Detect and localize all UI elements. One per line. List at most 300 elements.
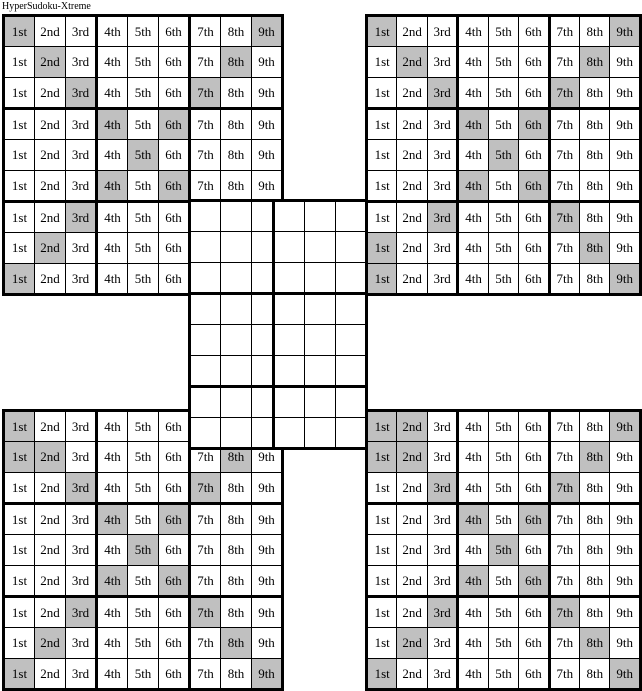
grid-cell[interactable]: 6th: [159, 264, 190, 295]
grid-cell[interactable]: 9th: [252, 16, 283, 47]
grid-cell[interactable]: 1st: [367, 140, 397, 171]
grid-cell[interactable]: 3rd: [427, 504, 457, 535]
grid-cell[interactable]: 1st: [4, 202, 35, 233]
grid-cell[interactable]: 2nd: [35, 264, 66, 295]
grid-cell[interactable]: 1st: [367, 411, 397, 442]
grid-cell[interactable]: 3rd: [66, 504, 97, 535]
grid-cell[interactable]: 9th: [252, 140, 283, 171]
grid-cell[interactable]: 2nd: [35, 597, 66, 628]
grid-cell[interactable]: 3rd: [427, 628, 457, 659]
grid-cell[interactable]: 2nd: [397, 473, 428, 504]
grid-cell-empty[interactable]: [274, 263, 305, 294]
grid-cell[interactable]: 1st: [367, 233, 397, 264]
grid-cell[interactable]: 3rd: [427, 442, 457, 473]
grid-cell[interactable]: 3rd: [66, 233, 97, 264]
grid-cell[interactable]: 4th: [458, 202, 488, 233]
grid-cell[interactable]: 6th: [519, 442, 549, 473]
grid-cell[interactable]: 5th: [128, 473, 159, 504]
grid-cell[interactable]: 6th: [159, 16, 190, 47]
grid-cell[interactable]: 9th: [252, 504, 283, 535]
grid-cell-empty[interactable]: [221, 232, 252, 263]
grid-cell[interactable]: 7th: [190, 535, 221, 566]
grid-cell[interactable]: 6th: [519, 140, 549, 171]
grid-cell[interactable]: 7th: [549, 16, 579, 47]
grid-cell[interactable]: 5th: [128, 597, 159, 628]
grid-cell[interactable]: 2nd: [397, 16, 428, 47]
grid-cell[interactable]: 9th: [610, 411, 641, 442]
grid-cell[interactable]: 4th: [458, 78, 488, 109]
grid-cell-empty[interactable]: [305, 387, 336, 418]
grid-cell[interactable]: 4th: [458, 442, 488, 473]
grid-cell[interactable]: 8th: [580, 16, 610, 47]
grid-cell[interactable]: 2nd: [397, 264, 428, 295]
grid-cell[interactable]: 2nd: [397, 233, 428, 264]
grid-cell[interactable]: 3rd: [427, 566, 457, 597]
grid-cell[interactable]: 2nd: [35, 442, 66, 473]
grid-cell[interactable]: 9th: [610, 233, 641, 264]
grid-cell[interactable]: 1st: [4, 264, 35, 295]
grid-cell[interactable]: 4th: [97, 264, 128, 295]
grid-cell[interactable]: 7th: [549, 628, 579, 659]
grid-cell[interactable]: 2nd: [35, 628, 66, 659]
grid-cell-empty[interactable]: [305, 263, 336, 294]
grid-cell[interactable]: 3rd: [427, 411, 457, 442]
grid-cell[interactable]: 3rd: [427, 473, 457, 504]
grid-cell[interactable]: 5th: [488, 597, 518, 628]
grid-cell[interactable]: 9th: [252, 659, 283, 690]
grid-cell[interactable]: 2nd: [35, 171, 66, 202]
grid-cell[interactable]: 3rd: [66, 535, 97, 566]
grid-cell[interactable]: 9th: [610, 78, 641, 109]
grid-cell[interactable]: 1st: [367, 264, 397, 295]
grid-cell[interactable]: 1st: [4, 504, 35, 535]
grid-cell[interactable]: 1st: [4, 233, 35, 264]
grid-cell[interactable]: 3rd: [66, 78, 97, 109]
grid-cell[interactable]: 3rd: [427, 16, 457, 47]
grid-cell[interactable]: 8th: [580, 264, 610, 295]
grid-cell-empty[interactable]: [274, 201, 305, 232]
grid-cell[interactable]: 6th: [159, 109, 190, 140]
grid-cell[interactable]: 8th: [580, 442, 610, 473]
grid-cell[interactable]: 3rd: [427, 233, 457, 264]
grid-cell-empty[interactable]: [190, 356, 221, 387]
grid-cell[interactable]: 5th: [128, 16, 159, 47]
grid-cell[interactable]: 2nd: [35, 233, 66, 264]
grid-cell[interactable]: 8th: [221, 597, 252, 628]
grid-cell[interactable]: 5th: [128, 442, 159, 473]
grid-cell[interactable]: 5th: [128, 78, 159, 109]
grid-cell[interactable]: 1st: [367, 535, 397, 566]
grid-cell[interactable]: 3rd: [66, 597, 97, 628]
grid-cell[interactable]: 7th: [190, 171, 221, 202]
grid-cell[interactable]: 6th: [159, 411, 190, 442]
grid-cell[interactable]: 9th: [252, 78, 283, 109]
grid-cell[interactable]: 9th: [252, 597, 283, 628]
grid-cell[interactable]: 3rd: [66, 171, 97, 202]
grid-cell[interactable]: 8th: [221, 16, 252, 47]
grid-cell[interactable]: 6th: [159, 504, 190, 535]
grid-cell[interactable]: 7th: [549, 264, 579, 295]
grid-cell[interactable]: 7th: [190, 47, 221, 78]
grid-cell[interactable]: 2nd: [35, 109, 66, 140]
grid-cell[interactable]: 3rd: [427, 535, 457, 566]
grid-cell[interactable]: 5th: [128, 535, 159, 566]
grid-cell[interactable]: 5th: [128, 140, 159, 171]
grid-cell-empty[interactable]: [190, 294, 221, 325]
grid-cell[interactable]: 1st: [367, 628, 397, 659]
grid-cell[interactable]: 6th: [519, 109, 549, 140]
grid-cell[interactable]: 7th: [190, 597, 221, 628]
grid-cell[interactable]: 5th: [128, 109, 159, 140]
grid-cell-empty[interactable]: [190, 418, 221, 449]
grid-cell[interactable]: 5th: [488, 535, 518, 566]
grid-cell[interactable]: 6th: [159, 47, 190, 78]
grid-cell[interactable]: 4th: [458, 597, 488, 628]
grid-cell[interactable]: 4th: [97, 109, 128, 140]
grid-cell[interactable]: 5th: [128, 233, 159, 264]
grid-cell[interactable]: 1st: [367, 566, 397, 597]
grid-cell-empty[interactable]: [221, 387, 252, 418]
grid-cell[interactable]: 8th: [580, 78, 610, 109]
grid-cell[interactable]: 7th: [190, 473, 221, 504]
grid-cell[interactable]: 2nd: [397, 109, 428, 140]
grid-cell[interactable]: 2nd: [397, 535, 428, 566]
grid-cell[interactable]: 2nd: [35, 411, 66, 442]
grid-cell-empty[interactable]: [221, 294, 252, 325]
grid-cell[interactable]: 4th: [458, 504, 488, 535]
grid-cell[interactable]: 2nd: [35, 140, 66, 171]
grid-cell[interactable]: 2nd: [35, 566, 66, 597]
grid-cell-empty[interactable]: [190, 263, 221, 294]
grid-cell[interactable]: 8th: [580, 47, 610, 78]
grid-cell-empty[interactable]: [336, 418, 367, 449]
grid-cell[interactable]: 2nd: [35, 504, 66, 535]
grid-cell[interactable]: 6th: [159, 566, 190, 597]
grid-cell[interactable]: 8th: [580, 233, 610, 264]
grid-cell[interactable]: 9th: [610, 504, 641, 535]
grid-cell[interactable]: 7th: [549, 78, 579, 109]
grid-cell[interactable]: 2nd: [397, 628, 428, 659]
grid-cell[interactable]: 9th: [610, 535, 641, 566]
grid-cell[interactable]: 9th: [610, 473, 641, 504]
grid-cell[interactable]: 7th: [549, 109, 579, 140]
grid-cell[interactable]: 3rd: [66, 140, 97, 171]
grid-cell[interactable]: 9th: [252, 473, 283, 504]
grid-cell[interactable]: 2nd: [397, 504, 428, 535]
grid-cell[interactable]: 6th: [519, 659, 549, 690]
grid-cell[interactable]: 9th: [610, 202, 641, 233]
grid-cell[interactable]: 1st: [367, 442, 397, 473]
grid-cell[interactable]: 6th: [519, 264, 549, 295]
grid-cell[interactable]: 8th: [221, 78, 252, 109]
grid-cell-empty[interactable]: [274, 356, 305, 387]
grid-cell[interactable]: 7th: [549, 202, 579, 233]
grid-cell[interactable]: 8th: [580, 535, 610, 566]
grid-cell-empty[interactable]: [336, 263, 367, 294]
grid-cell[interactable]: 5th: [488, 47, 518, 78]
grid-cell[interactable]: 4th: [97, 442, 128, 473]
grid-cell[interactable]: 5th: [128, 628, 159, 659]
grid-cell[interactable]: 5th: [128, 659, 159, 690]
grid-cell[interactable]: 6th: [159, 442, 190, 473]
grid-cell-empty[interactable]: [190, 232, 221, 263]
grid-cell[interactable]: 8th: [580, 628, 610, 659]
grid-cell[interactable]: 8th: [221, 566, 252, 597]
grid-cell[interactable]: 6th: [159, 202, 190, 233]
grid-cell[interactable]: 2nd: [397, 411, 428, 442]
grid-cell-empty[interactable]: [221, 418, 252, 449]
grid-cell[interactable]: 9th: [252, 628, 283, 659]
grid-cell[interactable]: 4th: [97, 78, 128, 109]
grid-cell[interactable]: 7th: [190, 78, 221, 109]
grid-cell[interactable]: 7th: [190, 628, 221, 659]
grid-cell[interactable]: 3rd: [66, 566, 97, 597]
grid-cell[interactable]: 6th: [159, 597, 190, 628]
grid-cell[interactable]: 6th: [519, 597, 549, 628]
grid-cell[interactable]: 7th: [190, 109, 221, 140]
grid-cell[interactable]: 9th: [252, 109, 283, 140]
grid-cell[interactable]: 8th: [580, 171, 610, 202]
grid-cell[interactable]: 3rd: [427, 140, 457, 171]
grid-cell[interactable]: 7th: [549, 473, 579, 504]
grid-cell[interactable]: 5th: [488, 659, 518, 690]
grid-cell[interactable]: 3rd: [427, 171, 457, 202]
grid-cell[interactable]: 1st: [367, 597, 397, 628]
grid-cell[interactable]: 5th: [488, 566, 518, 597]
grid-cell[interactable]: 6th: [519, 411, 549, 442]
grid-cell[interactable]: 9th: [610, 109, 641, 140]
grid-cell[interactable]: 7th: [549, 597, 579, 628]
grid-cell-empty[interactable]: [305, 356, 336, 387]
grid-cell[interactable]: 3rd: [427, 78, 457, 109]
grid-cell[interactable]: 6th: [519, 504, 549, 535]
grid-cell[interactable]: 5th: [488, 442, 518, 473]
grid-cell[interactable]: 7th: [549, 442, 579, 473]
grid-cell[interactable]: 5th: [488, 140, 518, 171]
grid-cell[interactable]: 4th: [458, 47, 488, 78]
grid-cell[interactable]: 4th: [97, 473, 128, 504]
grid-cell[interactable]: 1st: [4, 78, 35, 109]
grid-cell[interactable]: 6th: [519, 628, 549, 659]
grid-cell[interactable]: 7th: [549, 659, 579, 690]
grid-cell[interactable]: 6th: [159, 659, 190, 690]
grid-cell[interactable]: 4th: [97, 597, 128, 628]
grid-cell[interactable]: 5th: [488, 171, 518, 202]
grid-cell[interactable]: 7th: [549, 535, 579, 566]
grid-cell[interactable]: 7th: [190, 566, 221, 597]
grid-cell-empty[interactable]: [336, 201, 367, 232]
grid-cell[interactable]: 1st: [4, 628, 35, 659]
grid-cell[interactable]: 7th: [190, 659, 221, 690]
grid-cell[interactable]: 3rd: [66, 16, 97, 47]
grid-cell-empty[interactable]: [274, 294, 305, 325]
grid-cell[interactable]: 8th: [580, 411, 610, 442]
grid-cell[interactable]: 6th: [159, 473, 190, 504]
grid-cell-empty[interactable]: [190, 325, 221, 356]
grid-cell[interactable]: 5th: [488, 264, 518, 295]
grid-cell[interactable]: 8th: [221, 442, 252, 473]
grid-cell[interactable]: 3rd: [427, 264, 457, 295]
grid-cell[interactable]: 3rd: [66, 628, 97, 659]
grid-cell[interactable]: 8th: [580, 566, 610, 597]
grid-cell[interactable]: 9th: [252, 566, 283, 597]
grid-cell[interactable]: 8th: [221, 47, 252, 78]
grid-cell[interactable]: 9th: [610, 659, 641, 690]
grid-cell[interactable]: 3rd: [66, 411, 97, 442]
grid-cell[interactable]: 1st: [4, 171, 35, 202]
grid-cell[interactable]: 5th: [488, 411, 518, 442]
grid-cell[interactable]: 8th: [580, 202, 610, 233]
grid-cell[interactable]: 5th: [128, 47, 159, 78]
grid-cell-empty[interactable]: [190, 387, 221, 418]
grid-cell[interactable]: 2nd: [397, 597, 428, 628]
grid-cell[interactable]: 9th: [252, 171, 283, 202]
grid-cell-empty[interactable]: [305, 294, 336, 325]
grid-cell-empty[interactable]: [305, 325, 336, 356]
grid-cell[interactable]: 3rd: [427, 659, 457, 690]
grid-cell[interactable]: 2nd: [35, 78, 66, 109]
grid-cell[interactable]: 6th: [519, 473, 549, 504]
grid-cell[interactable]: 7th: [549, 140, 579, 171]
grid-cell[interactable]: 1st: [4, 16, 35, 47]
grid-cell[interactable]: 5th: [128, 264, 159, 295]
grid-cell[interactable]: 1st: [4, 473, 35, 504]
grid-cell[interactable]: 1st: [4, 442, 35, 473]
grid-cell-empty[interactable]: [221, 263, 252, 294]
grid-cell[interactable]: 4th: [97, 628, 128, 659]
grid-cell[interactable]: 1st: [367, 47, 397, 78]
grid-cell-empty[interactable]: [305, 232, 336, 263]
grid-cell[interactable]: 4th: [97, 202, 128, 233]
grid-cell[interactable]: 4th: [97, 171, 128, 202]
grid-cell-empty[interactable]: [336, 387, 367, 418]
grid-cell[interactable]: 8th: [580, 140, 610, 171]
grid-cell-empty[interactable]: [336, 325, 367, 356]
grid-cell[interactable]: 1st: [367, 109, 397, 140]
grid-cell[interactable]: 8th: [221, 473, 252, 504]
grid-cell[interactable]: 7th: [549, 411, 579, 442]
grid-cell[interactable]: 8th: [580, 473, 610, 504]
grid-cell[interactable]: 7th: [549, 47, 579, 78]
grid-cell[interactable]: 1st: [4, 535, 35, 566]
grid-cell[interactable]: 6th: [159, 78, 190, 109]
grid-cell[interactable]: 3rd: [66, 264, 97, 295]
grid-cell-empty[interactable]: [274, 232, 305, 263]
grid-cell[interactable]: 9th: [610, 566, 641, 597]
grid-cell[interactable]: 4th: [97, 233, 128, 264]
grid-cell[interactable]: 8th: [221, 504, 252, 535]
grid-cell[interactable]: 2nd: [35, 47, 66, 78]
grid-cell[interactable]: 4th: [97, 566, 128, 597]
grid-cell[interactable]: 4th: [97, 411, 128, 442]
grid-cell[interactable]: 3rd: [66, 202, 97, 233]
grid-cell[interactable]: 2nd: [397, 47, 428, 78]
grid-cell[interactable]: 6th: [519, 566, 549, 597]
grid-cell[interactable]: 5th: [128, 202, 159, 233]
grid-cell[interactable]: 1st: [4, 140, 35, 171]
grid-cell[interactable]: 9th: [610, 628, 641, 659]
grid-cell[interactable]: 5th: [488, 16, 518, 47]
grid-cell[interactable]: 6th: [159, 535, 190, 566]
grid-cell[interactable]: 1st: [367, 473, 397, 504]
grid-cell[interactable]: 1st: [4, 566, 35, 597]
grid-cell[interactable]: 8th: [221, 535, 252, 566]
grid-cell[interactable]: 9th: [610, 16, 641, 47]
grid-cell[interactable]: 4th: [458, 535, 488, 566]
grid-cell[interactable]: 2nd: [397, 566, 428, 597]
grid-cell[interactable]: 1st: [367, 202, 397, 233]
grid-cell[interactable]: 2nd: [397, 442, 428, 473]
grid-cell[interactable]: 6th: [519, 535, 549, 566]
grid-cell[interactable]: 7th: [190, 442, 221, 473]
grid-cell[interactable]: 4th: [458, 171, 488, 202]
grid-cell[interactable]: 2nd: [35, 202, 66, 233]
grid-cell[interactable]: 4th: [458, 659, 488, 690]
grid-cell[interactable]: 5th: [128, 504, 159, 535]
grid-cell[interactable]: 4th: [97, 47, 128, 78]
grid-cell[interactable]: 2nd: [397, 140, 428, 171]
grid-cell[interactable]: 6th: [159, 233, 190, 264]
grid-cell[interactable]: 3rd: [66, 109, 97, 140]
grid-cell[interactable]: 5th: [488, 202, 518, 233]
grid-cell[interactable]: 6th: [519, 78, 549, 109]
grid-cell-empty[interactable]: [274, 325, 305, 356]
grid-cell[interactable]: 8th: [221, 109, 252, 140]
grid-cell[interactable]: 2nd: [35, 659, 66, 690]
grid-cell[interactable]: 4th: [458, 140, 488, 171]
grid-cell[interactable]: 1st: [4, 109, 35, 140]
grid-cell[interactable]: 7th: [549, 566, 579, 597]
grid-cell[interactable]: 4th: [97, 140, 128, 171]
grid-cell-empty[interactable]: [336, 356, 367, 387]
grid-cell[interactable]: 9th: [610, 171, 641, 202]
grid-cell[interactable]: 9th: [610, 140, 641, 171]
grid-cell-empty[interactable]: [305, 418, 336, 449]
grid-cell[interactable]: 5th: [488, 78, 518, 109]
grid-cell[interactable]: 5th: [488, 233, 518, 264]
grid-cell[interactable]: 4th: [458, 16, 488, 47]
grid-cell[interactable]: 1st: [367, 78, 397, 109]
grid-cell[interactable]: 2nd: [397, 171, 428, 202]
grid-cell[interactable]: 4th: [458, 109, 488, 140]
grid-cell[interactable]: 9th: [252, 47, 283, 78]
grid-cell[interactable]: 4th: [97, 659, 128, 690]
grid-cell[interactable]: 5th: [488, 473, 518, 504]
grid-cell[interactable]: 2nd: [397, 659, 428, 690]
grid-cell-empty[interactable]: [336, 232, 367, 263]
grid-cell[interactable]: 7th: [549, 171, 579, 202]
grid-cell[interactable]: 4th: [458, 411, 488, 442]
grid-cell[interactable]: 3rd: [427, 47, 457, 78]
grid-cell-empty[interactable]: [221, 201, 252, 232]
grid-cell[interactable]: 5th: [488, 504, 518, 535]
grid-cell[interactable]: 9th: [610, 264, 641, 295]
grid-cell[interactable]: 8th: [580, 597, 610, 628]
grid-cell[interactable]: 8th: [580, 109, 610, 140]
grid-cell-empty[interactable]: [221, 325, 252, 356]
grid-cell[interactable]: 4th: [458, 473, 488, 504]
grid-cell[interactable]: 7th: [190, 140, 221, 171]
grid-cell[interactable]: 9th: [610, 47, 641, 78]
grid-cell[interactable]: 8th: [221, 659, 252, 690]
grid-cell[interactable]: 6th: [519, 47, 549, 78]
grid-cell[interactable]: 6th: [519, 171, 549, 202]
grid-cell[interactable]: 5th: [488, 109, 518, 140]
grid-cell-empty[interactable]: [274, 418, 305, 449]
grid-cell[interactable]: 3rd: [427, 109, 457, 140]
grid-cell[interactable]: 1st: [4, 597, 35, 628]
grid-cell[interactable]: 1st: [367, 504, 397, 535]
